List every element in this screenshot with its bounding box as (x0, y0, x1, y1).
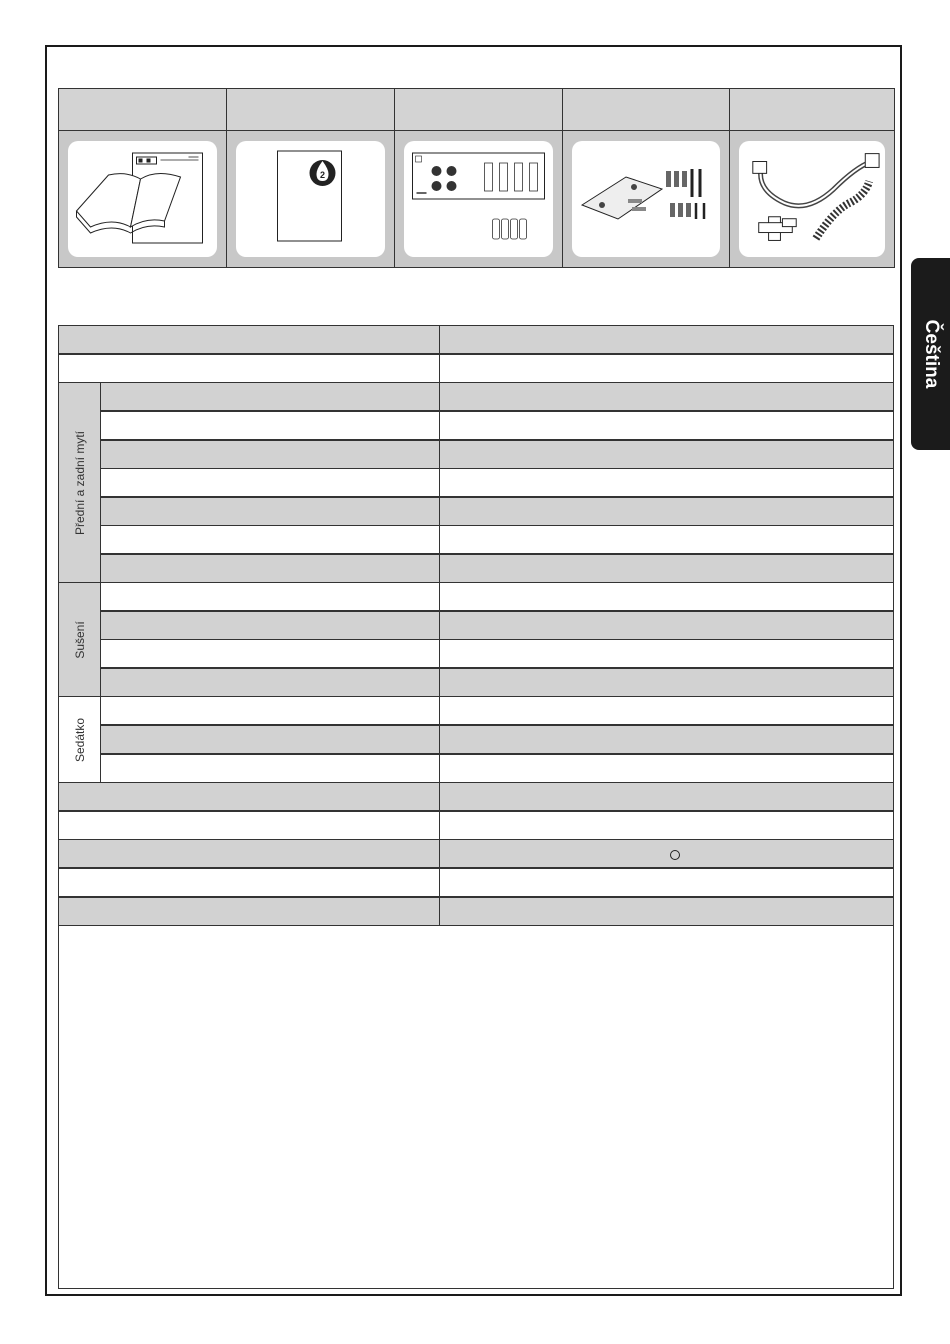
table-cell (100, 440, 440, 469)
table-row (58, 611, 894, 640)
group-label-washing-text: Přední a zadní mytí (72, 430, 87, 536)
table-cell (439, 868, 894, 897)
remote-control-icon (404, 141, 553, 257)
circle-symbol-icon (670, 850, 680, 860)
table-row (58, 639, 894, 668)
table-cell (100, 725, 440, 754)
table-cell (100, 497, 440, 526)
table-row (58, 582, 894, 611)
table-cell (439, 354, 894, 383)
table-cell (439, 696, 894, 725)
table-cell (439, 468, 894, 497)
table-cell (100, 554, 440, 583)
table-row (58, 668, 894, 697)
hoses-valve-icon (739, 141, 885, 257)
manual-card (68, 141, 217, 257)
accessory-cell-remote (395, 131, 562, 267)
warranty-card (236, 141, 385, 257)
table-row (58, 440, 894, 469)
table-row (58, 868, 894, 897)
table-cell (58, 839, 440, 868)
table-cell (439, 554, 894, 583)
table-cell (58, 811, 440, 840)
table-cell (439, 754, 894, 783)
table-row (58, 782, 894, 811)
table-cell (439, 497, 894, 526)
table-cell (439, 440, 894, 469)
table-cell (439, 725, 894, 754)
accessory-cell-manual (59, 131, 226, 267)
table-cell (100, 411, 440, 440)
group-label-drying-text: Sušení (72, 620, 87, 659)
table-cell (100, 668, 440, 697)
table-row (58, 468, 894, 497)
table-row (58, 497, 894, 526)
table-cell (58, 782, 440, 811)
manual-icon (68, 141, 217, 257)
table-cell (100, 582, 440, 611)
table-row (58, 754, 894, 783)
table-cell (439, 897, 894, 926)
table-cell (439, 525, 894, 554)
table-cell (439, 325, 894, 354)
column-divider (394, 89, 395, 267)
accessory-cell-hoses (730, 131, 894, 267)
accessory-cell-mounting (563, 131, 729, 267)
column-divider (562, 89, 563, 267)
mounting-plate-icon (572, 141, 720, 257)
table-row (58, 696, 894, 725)
table-cell (439, 611, 894, 640)
table-cell (439, 382, 894, 411)
table-cell (58, 897, 440, 926)
table-cell (100, 639, 440, 668)
table-cell (100, 525, 440, 554)
accessories-header-row (59, 89, 894, 131)
column-divider (729, 89, 730, 267)
table-cell (58, 868, 440, 897)
table-cell (100, 611, 440, 640)
notes-box (58, 925, 894, 1289)
accessory-cell-warranty (227, 131, 394, 267)
table-row (58, 525, 894, 554)
table-cell (439, 811, 894, 840)
accessories-table (58, 88, 895, 268)
table-header-row (58, 325, 894, 354)
table-cell (439, 668, 894, 697)
table-cell (439, 411, 894, 440)
table-cell (439, 782, 894, 811)
table-row (58, 554, 894, 583)
table-cell (58, 354, 440, 383)
table-row (58, 839, 894, 868)
warranty-booklet-icon (236, 141, 385, 257)
column-divider (226, 89, 227, 267)
warranty-badge-digit: 2 (319, 170, 326, 180)
table-row (58, 897, 894, 926)
table-row (58, 354, 894, 383)
table-cell (58, 325, 440, 354)
hoses-card (739, 141, 885, 257)
table-cell (439, 839, 894, 868)
table-cell (439, 582, 894, 611)
remote-card (404, 141, 553, 257)
group-label-seat-text: Sedátko (72, 717, 87, 762)
language-tab-label: Čeština (920, 319, 942, 389)
table-row (58, 811, 894, 840)
table-cell (100, 696, 440, 725)
table-cell (100, 382, 440, 411)
table-cell (100, 468, 440, 497)
table-cell (439, 639, 894, 668)
mounting-card (572, 141, 720, 257)
table-cell (100, 754, 440, 783)
table-row (58, 411, 894, 440)
table-row (58, 725, 894, 754)
language-tab[interactable] (911, 258, 950, 450)
table-row (58, 382, 894, 411)
